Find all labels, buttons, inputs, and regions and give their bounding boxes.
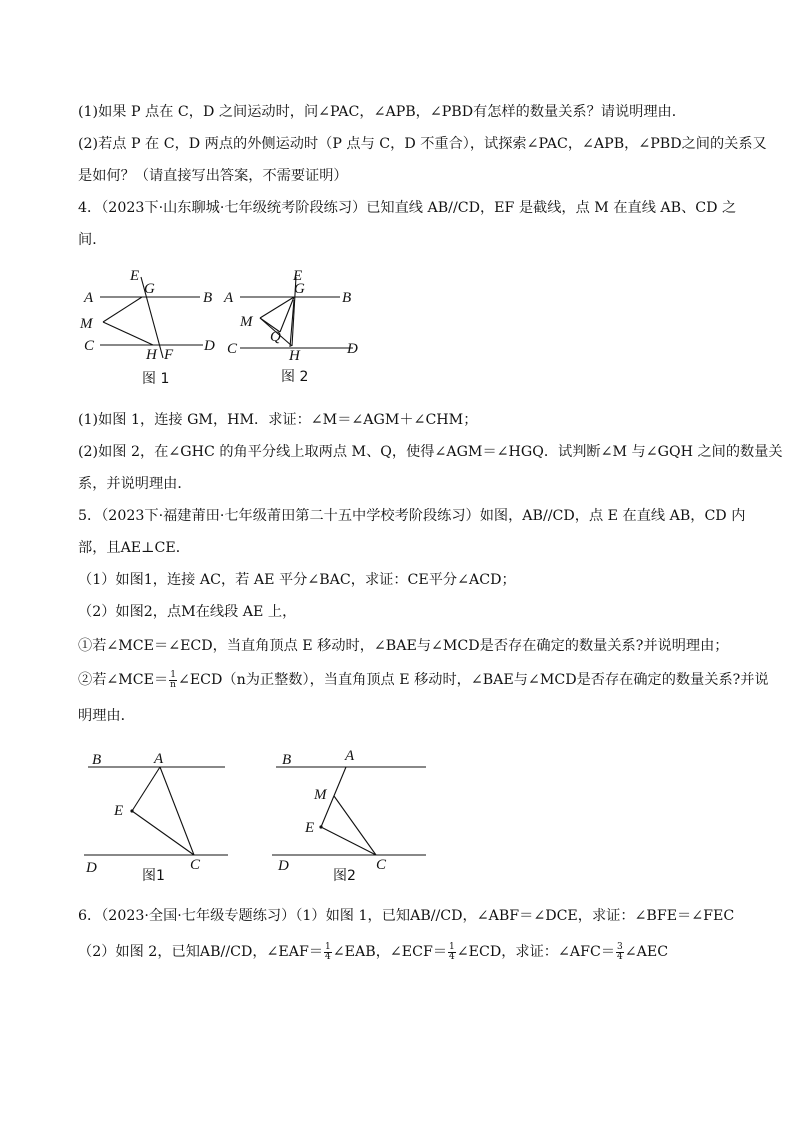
q4-part2-line2: 系，并说明理由．: [78, 476, 192, 492]
q5-fraction-numerator: 1: [170, 669, 176, 680]
q6-fraction-1-denominator: 4: [325, 951, 331, 962]
q5-fig1-label-e: E: [114, 803, 124, 819]
q6-part2-mid2: ∠ECD，求证：∠AFC＝: [456, 944, 616, 960]
q5-part2: （2）如图2，点M在线段 AE 上，: [78, 604, 297, 620]
fig1-label-f: F: [164, 347, 174, 363]
fig1-label-a: A: [84, 290, 94, 306]
q5-fig1-label-b: B: [92, 752, 102, 768]
q4-part2-line1: (2)如图 2，在∠GHC 的角平分线上取两点 M、Q，使得∠AGM＝∠HGQ．试判断∠M 与∠GQH 之间的数量关: [78, 444, 783, 460]
q6-fraction-1-numerator: 1: [325, 941, 331, 952]
q5-sub1: ①若∠MCE＝∠ECD，当直角顶点 E 移动时，∠BAE与∠MCD是否存在确定的数量关系?并说明理由；: [78, 638, 729, 654]
q5-sub2-line2: 明理由．: [78, 708, 135, 724]
q5-sub2-suffix: ∠ECD（n为正整数），当直角顶点 E 移动时，∠BAE与∠MCD是否存在确定的数量关系?并说: [177, 672, 769, 688]
q5-fig2-label-c: C: [376, 857, 387, 873]
q5-fig2-label-m: M: [314, 787, 327, 803]
fig2-label-a: A: [224, 290, 234, 306]
fig2-label-c: C: [227, 341, 238, 357]
q4-header-line1: 4．（2023下·山东聊城·七年级统考阶段练习）已知直线 AB//CD，EF 是截线，点 M 在直线 AB、CD 之: [78, 200, 737, 216]
q4-header-line2: 间．: [78, 232, 107, 248]
q3-part2-line2: 是如何？（请直接写出答案，不需要证明）: [78, 168, 348, 184]
q3-part2-line1: (2)若点 P 在 C，D 两点的外侧运动时（P 点与 C，D 不重合），试探索∠PAC，∠APB，∠PBD之间的关系又: [78, 136, 767, 152]
fig1-label-e: E: [130, 268, 140, 284]
q5-fig1-label-c: C: [190, 857, 201, 873]
q5-figures: [70, 745, 450, 885]
fig1-caption: 图 1: [142, 371, 170, 387]
q5-fig1-label-a: A: [154, 751, 164, 767]
q4-part1: (1)如图 1，连接 GM，HM．求证：∠M＝∠AGM＋∠CHM；: [78, 412, 478, 428]
q4-figures: [70, 260, 370, 390]
fig2-label-e: E: [293, 268, 303, 284]
fig1-label-h: H: [146, 347, 157, 363]
fig1-label-d: D: [204, 338, 215, 354]
q5-fraction-denominator: n: [170, 679, 176, 690]
fig2-label-g: G: [294, 281, 305, 297]
q5-header-line2: 部，且AE⊥CE．: [78, 540, 190, 556]
q5-fig2-caption: 图2: [333, 868, 356, 884]
q3-part1: (1)如果 P 点在 C，D 之间运动时，问∠PAC，∠APB，∠PBD有怎样的数量关系？请说明理由．: [78, 104, 686, 120]
q5-fig2-label-d: D: [278, 858, 289, 874]
q6-fraction-2-denominator: 4: [449, 951, 455, 962]
q6-fraction-2: [448, 943, 456, 962]
q6-fraction-3-denominator: 4: [617, 951, 623, 962]
fig2-label-d: D: [347, 341, 358, 357]
q5-fig2-label-b: B: [282, 752, 292, 768]
q5-figure-svg: [70, 745, 450, 885]
q5-fig2-label-a: A: [345, 748, 355, 764]
q6-fraction-3-numerator: 3: [617, 941, 623, 952]
q5-fraction: [169, 671, 177, 690]
q5-sub2-prefix: ②若∠MCE＝: [78, 672, 169, 688]
fig1-label-b: B: [203, 290, 213, 306]
fig2-label-m: M: [240, 314, 253, 330]
q6-part2-prefix: （2）如图 2，已知AB//CD，∠EAF＝: [78, 944, 324, 960]
q6-fraction-1: [324, 943, 332, 962]
q5-fig1-caption: 图1: [142, 868, 165, 884]
q6-fraction-3: [616, 943, 624, 962]
fig1-label-m: M: [80, 316, 93, 332]
q5-fig1-label-d: D: [86, 860, 97, 876]
fig1-label-c: C: [84, 338, 95, 354]
fig2-caption: 图 2: [281, 369, 309, 385]
q6-fraction-2-numerator: 1: [449, 941, 455, 952]
q5-fig2-label-e: E: [305, 820, 315, 836]
q6-part1: 6．（2023·全国·七年级专题练习）（1）如图 1，已知AB//CD，∠ABF＝∠DCE，求证：∠BFE＝∠FEC: [78, 908, 735, 924]
q5-header-line1: 5．（2023下·福建莆田·七年级莆田第二十五中学校考阶段练习）如图，AB//CD，点 E 在直线 AB，CD 内: [78, 508, 746, 524]
q6-part2-suffix: ∠AEC: [624, 944, 669, 960]
q6-part2: [78, 942, 668, 962]
q4-figure-svg: [70, 260, 370, 390]
fig2-label-h: H: [289, 348, 300, 364]
fig1-label-g: G: [144, 281, 155, 297]
q5-part1: （1）如图1，连接 AC，若 AE 平分∠BAC，求证：CE平分∠ACD；: [78, 572, 516, 588]
q6-part2-mid: ∠EAB，∠ECF＝: [332, 944, 448, 960]
fig2-label-b: B: [342, 290, 352, 306]
fig2-label-q: Q: [270, 329, 281, 345]
q5-sub2-line1: [78, 670, 769, 690]
